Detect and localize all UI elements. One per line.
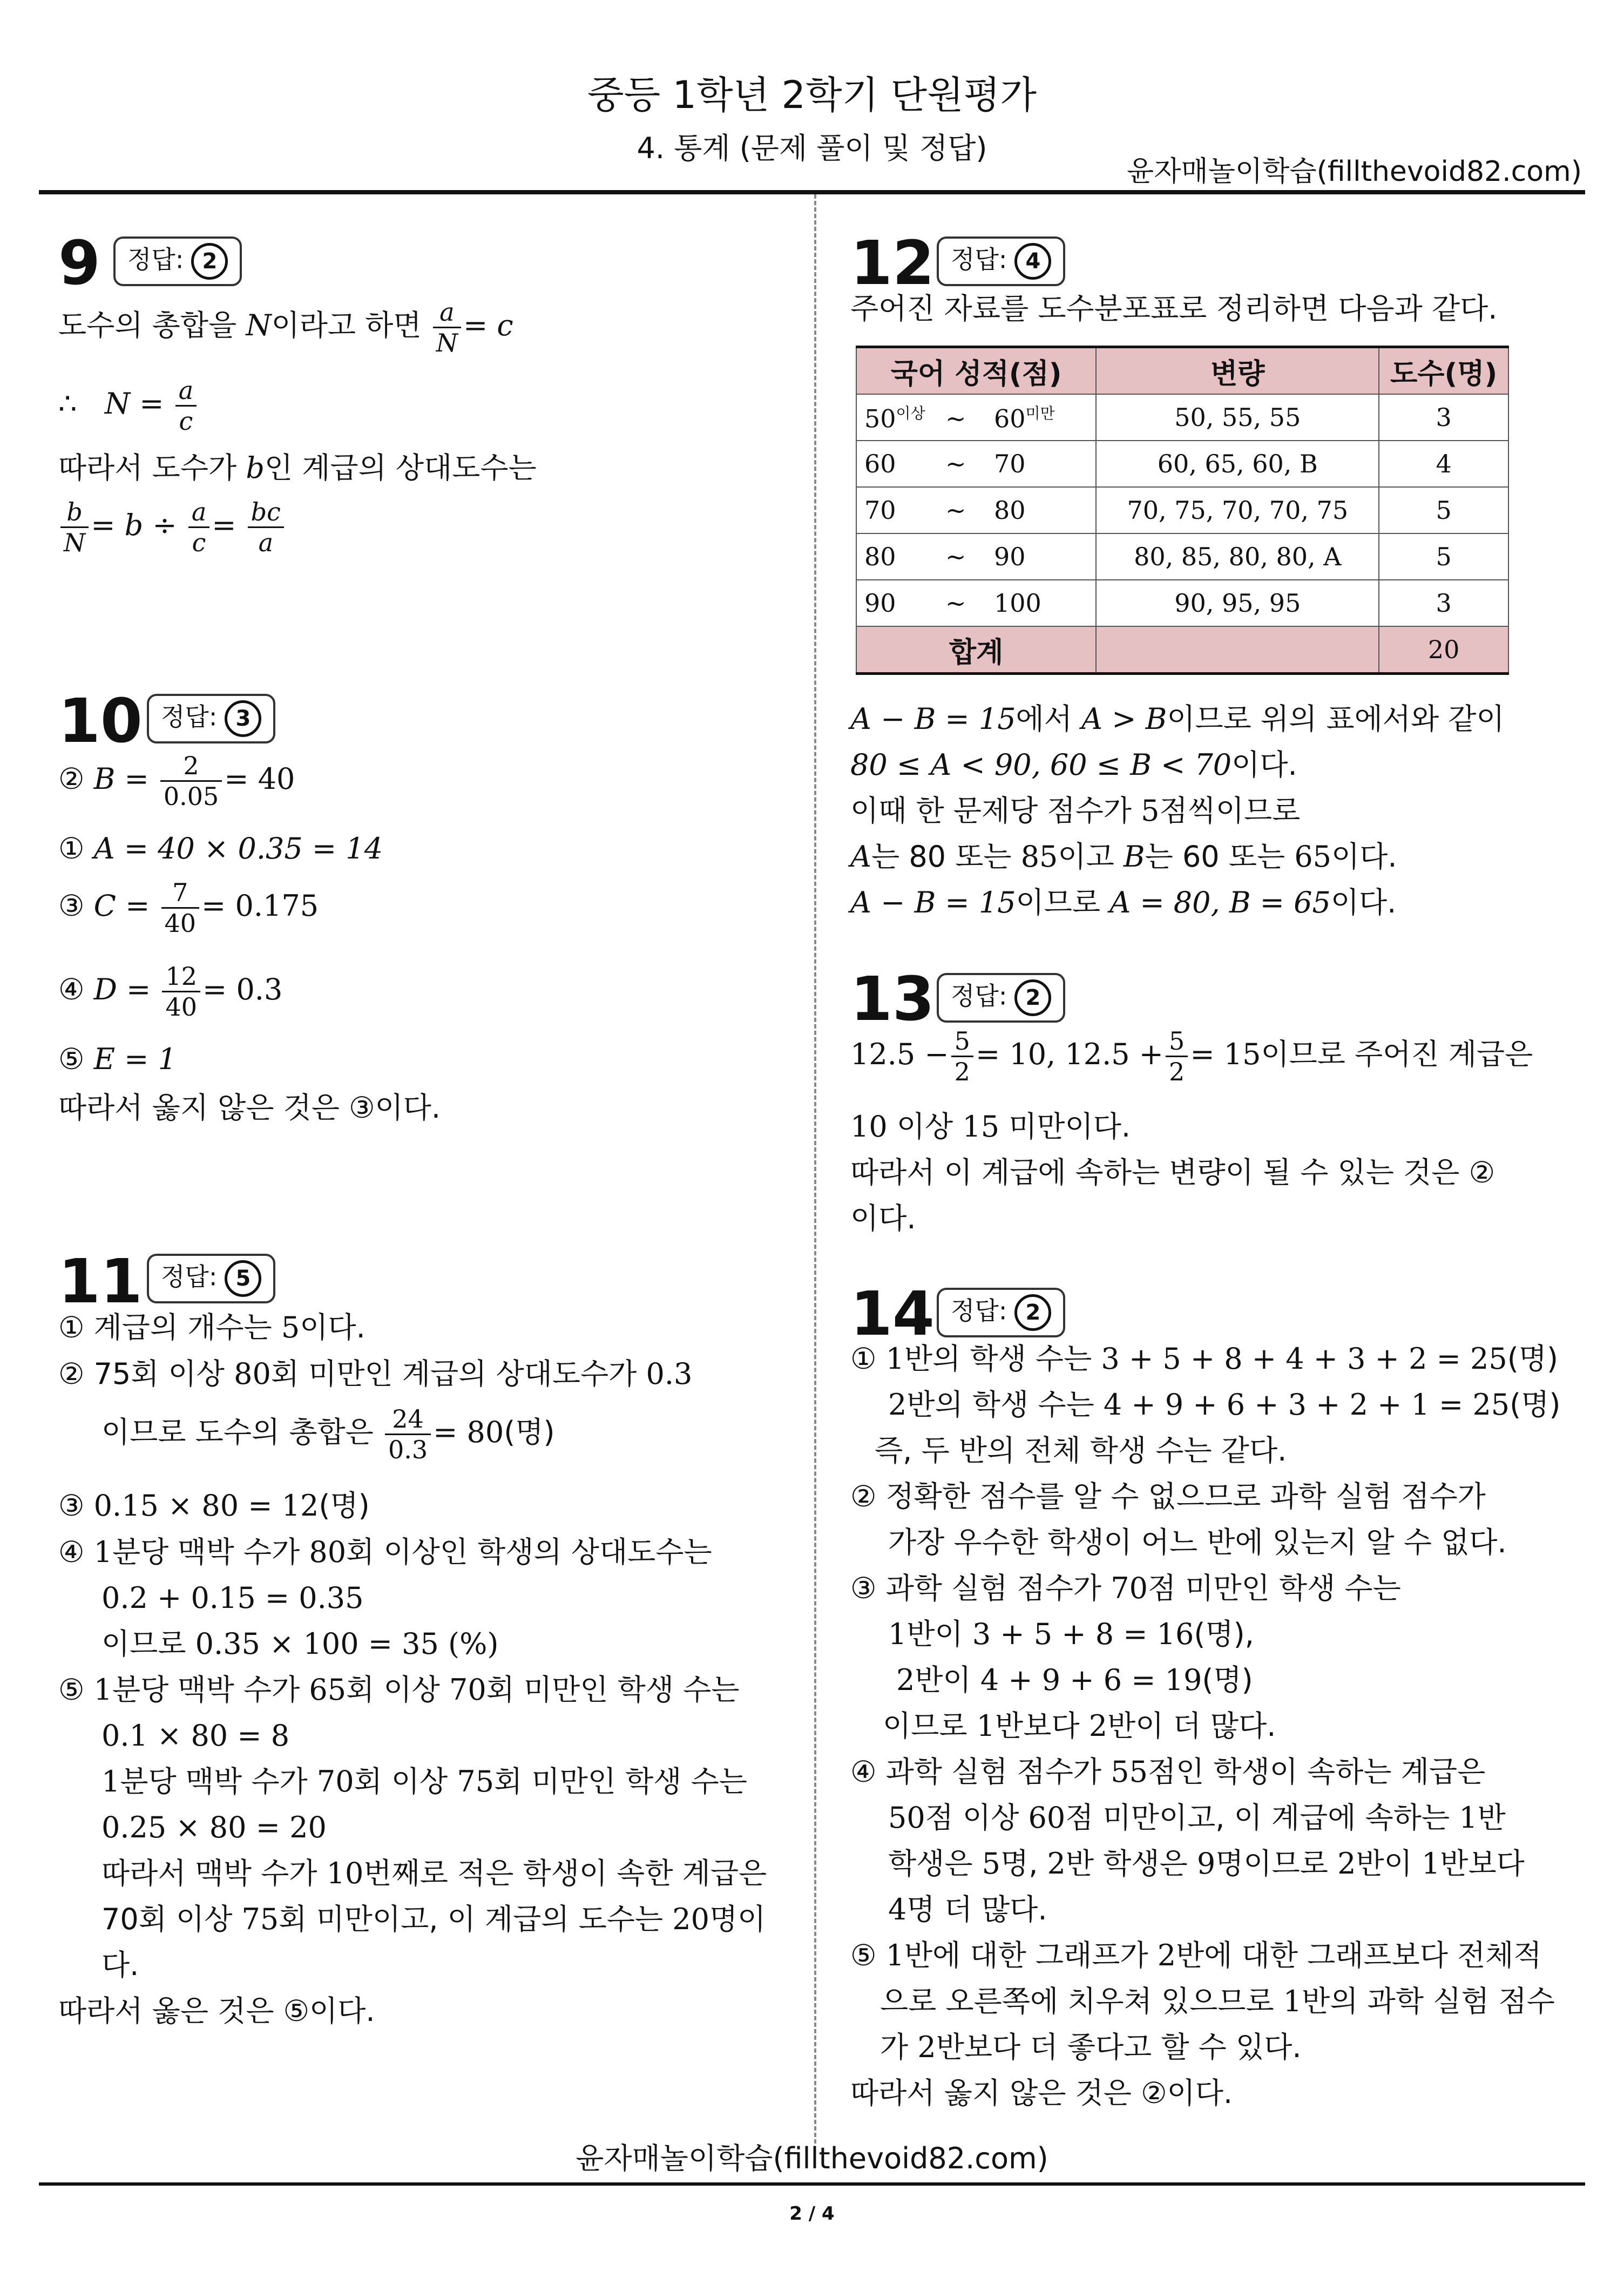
answer-box-12: 정답: 4 [937,236,1065,286]
q14-line-4: ② 정확한 점수를 알 수 없으므로 과학 실험 점수가 [850,1479,1486,1513]
answer-circle-14: 2 [1014,1294,1051,1331]
question-number-10: 10 [58,686,143,756]
q10-line-4: ④ D = $\frac{12}{40}$ = 0.3 [58,962,283,1022]
table-total-row: 합계 20 [856,626,1508,674]
q12-intro: 주어진 자료를 도수분포표로 정리하면 다음과 같다. [850,292,1498,326]
table-row: $50^{이상}$ ~ $60^{미만}$ 50, 55, 55 3 [856,394,1508,441]
answer-circle-13: 2 [1014,979,1051,1016]
q14-line-6: ③ 과학 실험 점수가 70점 미만인 학생 수는 [850,1571,1401,1605]
q9-line-1: 도수의 총합을 N이라고 하면 $\frac{a}{N}$ = c [58,298,513,357]
q11-line-14: 다. [102,1948,139,1982]
table-row: 90 ~ 100 90, 95, 95 3 [856,580,1508,626]
q11-line-5: ④ 1분당 맥박 수가 80회 이상인 학생의 상대도수는 [58,1535,712,1569]
question-number-12: 12 [850,228,935,299]
q10-line-5: ⑤ E = 1 [58,1042,177,1076]
q14-line-13: 4명 더 많다. [888,1892,1047,1926]
table-row: 70 ~ 80 70, 75, 70, 70, 75 5 [856,487,1508,533]
q11-line-4: ③ 0.15 × 80 = 12(명) [58,1489,370,1523]
q11-conclusion: 따라서 옳은 것은 ⑤이다. [58,1994,375,2028]
table-header: 변량 [1096,347,1379,395]
answer-label: 정답: [127,245,184,274]
q14-line-2: 2반의 학생 수는 4 + 9 + 6 + 3 + 2 + 1 = 25(명) [888,1388,1561,1422]
answer-box-14: 정답: 2 [937,1288,1065,1337]
q14-line-8: 2반이 4 + 9 + 6 = 19(명) [896,1663,1253,1697]
q13-line-4: 이다. [850,1201,916,1235]
q13-line-2: 10 이상 15 미만이다. [850,1110,1131,1144]
q14-conclusion: 따라서 옳지 않은 것은 ②이다. [850,2076,1233,2110]
site-credit-top: 윤자매놀이학습(fillthevoid82.com) [1127,155,1582,188]
q10-line-3: ③ C = $\frac{7}{40}$ = 0.175 [58,878,319,938]
q13-line-1: 12.5 − $\frac{5}{2}$ = 10, 12.5 + $\frac{5}{2}$ = 15이므로 주어진 계급은 [850,1026,1533,1086]
table-header: 국어 성적(점) [856,347,1096,395]
column-divider [814,194,816,2144]
q14-line-5: 가장 우수한 학생이 어느 반에 있는지 알 수 없다. [888,1525,1507,1559]
q11-line-13: 70회 이상 75회 미만이고, 이 계급의 도수는 20명이 [102,1902,766,1936]
q14-line-7: 1반이 3 + 5 + 8 = 16(명), [888,1617,1254,1651]
frequency-table [856,346,1509,675]
page-title: 중등 1학년 2학기 단원평가 [587,73,1037,117]
answer-box-11: 정답: 5 [147,1254,275,1303]
answer-circle-9: 2 [191,243,228,280]
q11-line-2: ② 75회 이상 80회 미만인 계급의 상대도수가 0.3 [58,1357,693,1391]
q9-line-3: 따라서 도수가 b인 계급의 상대도수는 [58,451,537,485]
answer-circle-10: 3 [225,700,261,737]
q12-line-2: 80 ≤ A < 90, 60 ≤ B < 70이다. [850,748,1297,782]
question-number-13: 13 [850,964,935,1035]
q14-line-12: 학생은 5명, 2반 학생은 9명이므로 2반이 1반보다 [888,1847,1525,1881]
q11-line-7: 이므로 0.35 × 100 = 35 (%) [102,1627,499,1661]
answer-box-9 [113,236,242,286]
q11-line-11: 0.25 × 80 = 20 [102,1810,327,1844]
q14-line-14: ⑤ 1반에 대한 그래프가 2반에 대한 그래프보다 전체적 [850,1938,1542,1972]
answer-box-13: 정답: 2 [937,973,1065,1023]
question-number-11: 11 [58,1247,143,1317]
header-rule [39,190,1585,194]
q9-line-2: ∴ N = $\frac{a}{c}$ [58,378,199,434]
q12-line-5: A − B = 15이므로 A = 80, B = 65이다. [850,885,1397,919]
q11-line-8: ⑤ 1분당 맥박 수가 65회 이상 70회 미만인 학생 수는 [58,1673,740,1707]
q13-line-3: 따라서 이 계급에 속하는 변량이 될 수 있는 것은 ② [850,1155,1496,1189]
q12-line-1: A − B = 15에서 A > B이므로 위의 표에서와 같이 [850,702,1505,736]
answer-circle-11: 5 [225,1260,261,1297]
page-subtitle: 4. 통계 (문제 풀이 및 정답) [637,131,987,165]
page-number: 2 / 4 [789,2203,835,2225]
site-credit-bottom: 윤자매놀이학습(fillthevoid82.com) [576,2141,1048,2175]
q12-line-3: 이때 한 문제당 점수가 5점씩이므로 [850,794,1301,828]
q10-line-2: ② B = $\frac{2}{0.05}$ = 40 [58,751,295,811]
q14-line-16: 가 2반보다 더 좋다고 할 수 있다. [880,2030,1302,2064]
table-header: 도수(명) [1379,347,1508,395]
q14-line-11: 50점 이상 60점 미만이고, 이 계급에 속하는 1반 [888,1801,1506,1835]
question-number-14: 14 [850,1279,935,1349]
answer-circle-12: 4 [1014,243,1051,280]
q11-line-3: 이므로 도수의 총합은 $\frac{24}{0.3}$ = 80(명) [102,1404,555,1464]
q9-line-4: $\frac{b}{N}$ = b ÷ $\frac{a}{c}$ = $\frac{bc}{a}$ [58,499,286,555]
q14-line-1: ① 1반의 학생 수는 3 + 5 + 8 + 4 + 3 + 2 = 25(명) [850,1342,1559,1376]
footer-rule [39,2182,1585,2186]
q10-conclusion: 따라서 옳지 않은 것은 ③이다. [58,1091,441,1125]
table-row: 80 ~ 90 80, 85, 80, 80, A 5 [856,533,1508,580]
question-number-9: 9 [58,228,100,299]
table-row: 60 ~ 70 60, 65, 60, B 4 [856,441,1508,487]
answer-box-10: 정답: 3 [147,694,275,743]
q11-line-9: 0.1 × 80 = 8 [102,1719,290,1753]
q11-line-10: 1분당 맥박 수가 70회 이상 75회 미만인 학생 수는 [102,1764,747,1799]
q14-line-9: 이므로 1반보다 2반이 더 많다. [883,1709,1276,1743]
q14-line-3: 즉, 두 반의 전체 학생 수는 같다. [875,1434,1287,1468]
q12-line-4: A는 80 또는 85이고 B는 60 또는 65이다. [850,840,1397,874]
q14-line-15: 으로 오른쪽에 치우쳐 있으므로 1반의 과학 실험 점수 [880,1984,1555,2018]
q11-line-6: 0.2 + 0.15 = 0.35 [102,1581,364,1615]
q10-line-1: ① A = 40 × 0.35 = 14 [58,831,383,866]
q14-line-10: ④ 과학 실험 점수가 55점인 학생이 속하는 계급은 [850,1755,1486,1789]
q11-line-12: 따라서 맥박 수가 10번째로 적은 학생이 속한 계급은 [102,1856,767,1890]
q11-line-1: ① 계급의 개수는 5이다. [58,1310,366,1344]
